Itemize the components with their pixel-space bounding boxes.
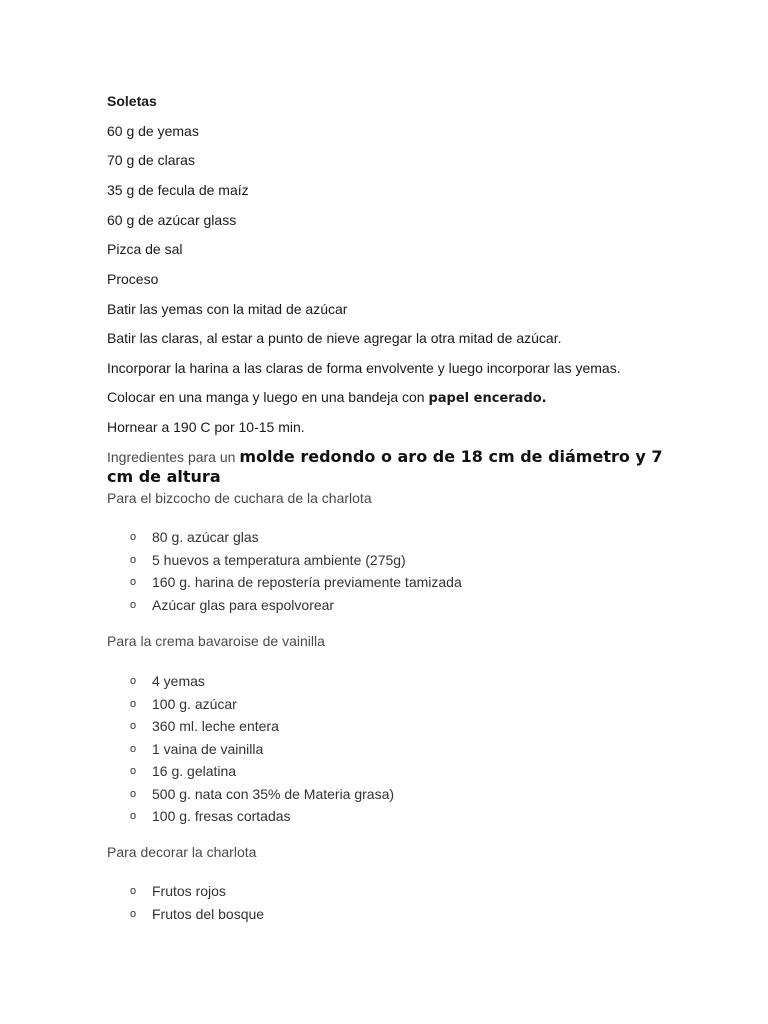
list-item [107,738,394,761]
charlota-heading [107,447,667,487]
ingredient-line: 35 g de fecula de maíz [107,182,249,198]
ingredient-line: 70 g de claras [107,152,195,168]
list-item [107,903,264,926]
bullet-circle-icon: o [130,675,137,687]
list-item-text: Frutos del bosque [152,905,265,922]
list-item [107,594,462,617]
process-step-text: Colocar en una manga y luego en una bandeja con [107,389,429,405]
recipe-title-soletas: Soletas [107,93,157,109]
process-step: Batir las claras, al estar a punto de nieve agregar la otra mitad de azúcar. [107,330,562,346]
list-item-text: 100 g. fresas cortadas [152,808,291,824]
list-item-text: 4 yemas [152,673,205,689]
list-item-text: 160 g. harina de repostería previamente tamizada [152,574,462,590]
process-step-bold: papel encerado. [428,391,547,406]
bullet-circle-icon: o [130,697,137,710]
bullet-circle-icon: o [130,720,137,732]
charlota-heading-bold: molde redondo o aro de 18 cm de diámetro y 7 cm de altura [107,447,663,486]
bullet-circle-icon: o [130,885,137,897]
subsection-title-crema: Para la crema bavaroise de vainilla [107,633,325,649]
list-item [107,760,394,783]
bullet-circle-icon: o [130,598,137,611]
list-item-text: 16 g. gelatina [152,763,237,779]
bullet-circle-icon: o [130,531,137,543]
process-step: Batir las yemas con la mitad de azúcar [107,301,348,317]
ingredient-line: 60 g de azúcar glass [107,212,237,228]
bullet-circle-icon: o [130,787,137,800]
subsection-title-decorar: Para decorar la charlota [107,844,257,860]
bullet-circle-icon: o [130,765,137,777]
bullet-circle-icon: o [130,553,137,566]
decorar-list [107,880,264,925]
charlota-heading-prefix: Ingredientes para un [107,449,240,465]
list-item-text: 100 g. azúcar [152,695,237,712]
bullet-circle-icon: o [130,810,137,822]
process-step: Hornear a 190 C por 10-15 min. [107,419,305,435]
list-item [107,783,394,806]
list-item [107,571,462,594]
process-step [107,388,547,408]
list-item [107,805,394,828]
ingredient-line: 60 g de yemas [107,123,199,139]
subsection-title-bizcocho: Para el bizcocho de cuchara de la charlota [107,490,372,506]
bizcocho-list [107,526,462,616]
crema-list [107,670,394,828]
list-item [107,693,394,716]
list-item-text: 1 vaina de vainilla [152,740,264,757]
bullet-circle-icon: o [130,742,137,755]
bullet-circle-icon: o [130,576,137,588]
list-item-text: 360 ml. leche entera [152,718,279,734]
list-item-text: 5 huevos a temperatura ambiente (275g) [152,551,406,568]
list-item [107,715,394,738]
list-item [107,526,462,549]
list-item [107,670,394,693]
list-item-text: Azúcar glas para espolvorear [152,596,335,613]
list-item-text: 500 g. nata con 35% de Materia grasa) [152,785,395,802]
list-item [107,549,462,572]
bullet-circle-icon: o [130,907,137,920]
list-item-text: Frutos rojos [152,883,226,899]
list-item [107,880,264,903]
list-item-text: 80 g. azúcar glas [152,529,259,545]
section-label-proceso: Proceso [107,271,159,287]
process-step: Incorporar la harina a las claras de forma envolvente y luego incorporar las yemas. [107,360,621,376]
ingredient-line: Pizca de sal [107,241,183,257]
